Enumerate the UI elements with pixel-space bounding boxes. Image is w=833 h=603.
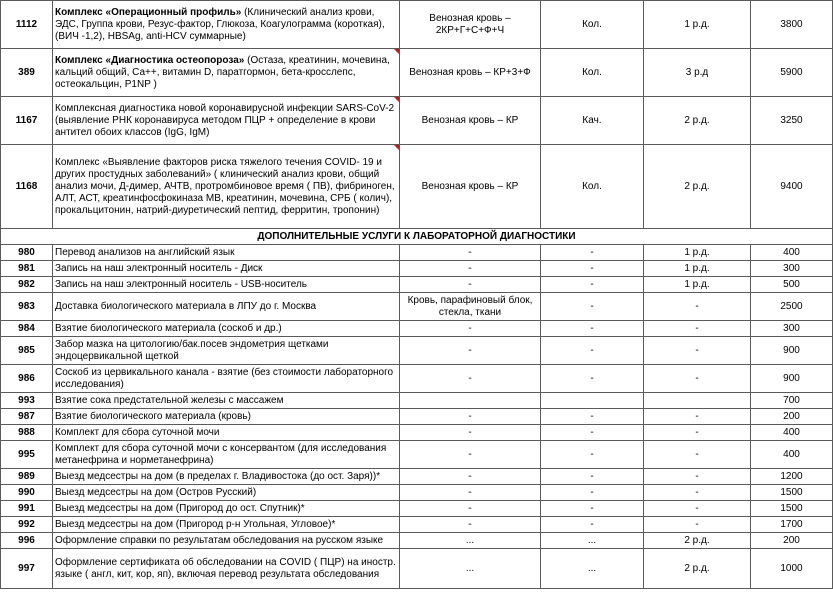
price-cell: 1500	[751, 485, 833, 501]
unit-cell: Кол.	[541, 1, 644, 49]
term-cell: -	[644, 485, 751, 501]
material-cell: -	[400, 469, 541, 485]
service-code: 980	[1, 245, 53, 261]
service-code: 986	[1, 365, 53, 393]
service-name-bold: Комплекс «Диагностика остеопороза»	[55, 54, 245, 66]
table-row	[1, 517, 833, 533]
material-cell: -	[400, 277, 541, 293]
price-cell: 900	[751, 337, 833, 365]
price-cell: 400	[751, 245, 833, 261]
service-name: Соскоб из цервикального канала - взятие (без стоимости лабораторного исследования)	[53, 365, 400, 393]
material-cell: -	[400, 337, 541, 365]
service-code: 987	[1, 409, 53, 425]
service-code: 991	[1, 501, 53, 517]
material-cell: ...	[400, 533, 541, 549]
service-name-details: (Остаза, креатинин, мочевина, кальций общий, Са++, витамин D, паратгормон, бета-кросслепс, остеокальцин, P1NP )	[55, 54, 390, 90]
service-code: 995	[1, 441, 53, 469]
price-cell: 300	[751, 261, 833, 277]
service-name: Оформление сертификата об обследовании на COVID ( ПЦР) на иностр. языке ( англ, кит, кор, яп), включая перевод результата обследования	[53, 549, 400, 589]
service-name: Перевод анализов на английский язык	[53, 245, 400, 261]
unit-cell: Кол.	[541, 145, 644, 229]
price-cell: 900	[751, 365, 833, 393]
unit-cell: -	[541, 409, 644, 425]
material-cell: -	[400, 425, 541, 441]
material-cell: ...	[400, 549, 541, 589]
service-name: Взятие биологического материала (кровь)	[53, 409, 400, 425]
unit-cell: -	[541, 469, 644, 485]
service-name: Оформление справки по результатам обследования на русском языке	[53, 533, 400, 549]
table-row	[1, 49, 833, 97]
term-cell: -	[644, 409, 751, 425]
service-name: Взятие сока предстательной железы с массажем	[53, 393, 400, 409]
table-row	[1, 425, 833, 441]
term-cell: 1 р.д.	[644, 261, 751, 277]
table-row	[1, 245, 833, 261]
service-name: Забор мазка на цитологию/бак.посев эндометрия щетками эндоцервикальной щеткой	[53, 337, 400, 365]
table-row	[1, 261, 833, 277]
table-row	[1, 293, 833, 321]
service-name: Выезд медсестры на дом (Пригород р-н Угольная, Угловое)*	[53, 517, 400, 533]
service-name-bold: Комплекс «Операционный профиль»	[55, 6, 242, 18]
unit-cell: -	[541, 501, 644, 517]
table-row	[1, 277, 833, 293]
section-title: ДОПОЛНИТЕЛЬНЫЕ УСЛУГИ К ЛАБОРАТОРНОЙ ДИАГНОСТИКИ	[1, 229, 833, 245]
service-name-details: Комплекс «Выявление факторов риска тяжелого течения COVID- 19 и других простудных заболеваний» ( клинический анализ крови, общий анализ мочи, Д-димер, АЧТВ, протромбиновое время ( ПВ), фибриноген, АЛТ, АСТ, креатинфосфокиназа МВ, креатинин, мочевина, СРБ ( колич), прокальцитонин, натрий-диуретический пептид, ферритин, тропонин)	[55, 156, 395, 216]
service-code: 982	[1, 277, 53, 293]
price-cell: 1200	[751, 469, 833, 485]
service-code: 985	[1, 337, 53, 365]
service-name: Комплект для сбора суточной мочи с консервантом (для исследования метанефрина и норметанефрина)	[53, 441, 400, 469]
table-row	[1, 365, 833, 393]
price-cell: 200	[751, 409, 833, 425]
price-cell: 400	[751, 441, 833, 469]
price-cell: 3250	[751, 97, 833, 145]
service-code: 983	[1, 293, 53, 321]
unit-cell: Кач.	[541, 97, 644, 145]
material-cell: -	[400, 409, 541, 425]
service-name	[53, 1, 400, 49]
unit-cell	[541, 393, 644, 409]
term-cell: 1 р.д.	[644, 245, 751, 261]
table-row	[1, 549, 833, 589]
price-cell: 5900	[751, 49, 833, 97]
material-cell: Венозная кровь – КР	[400, 145, 541, 229]
term-cell	[644, 393, 751, 409]
price-cell: 300	[751, 321, 833, 337]
price-cell: 700	[751, 393, 833, 409]
unit-cell: ...	[541, 533, 644, 549]
price-cell: 1500	[751, 501, 833, 517]
price-cell: 1700	[751, 517, 833, 533]
service-name: Выезд медсестры на дом (Остров Русский)	[53, 485, 400, 501]
table-row	[1, 501, 833, 517]
unit-cell: -	[541, 485, 644, 501]
table-row	[1, 393, 833, 409]
term-cell: 2 р.д.	[644, 549, 751, 589]
service-code: 389	[1, 49, 53, 97]
term-cell: 2 р.д.	[644, 533, 751, 549]
term-cell: -	[644, 337, 751, 365]
table-row	[1, 145, 833, 229]
material-cell: -	[400, 321, 541, 337]
table-row	[1, 1, 833, 49]
material-cell: -	[400, 365, 541, 393]
unit-cell: -	[541, 261, 644, 277]
service-name	[53, 145, 400, 229]
term-cell: -	[644, 441, 751, 469]
term-cell: 1 р.д.	[644, 277, 751, 293]
unit-cell: -	[541, 517, 644, 533]
service-name: Запись на наш электронный носитель - Диск	[53, 261, 400, 277]
material-cell	[400, 393, 541, 409]
term-cell: -	[644, 517, 751, 533]
service-name	[53, 49, 400, 97]
service-code: 988	[1, 425, 53, 441]
material-cell: -	[400, 501, 541, 517]
material-cell: Венозная кровь – КР	[400, 97, 541, 145]
price-cell: 9400	[751, 145, 833, 229]
term-cell: -	[644, 293, 751, 321]
service-name: Выезд медсестры на дом (Пригород до ост. Спутник)*	[53, 501, 400, 517]
service-name: Выезд медсестры на дом (в пределах г. Владивостока (до ост. Заря))*	[53, 469, 400, 485]
service-code: 1167	[1, 97, 53, 145]
unit-cell: -	[541, 337, 644, 365]
term-cell: -	[644, 501, 751, 517]
term-cell: -	[644, 469, 751, 485]
unit-cell: -	[541, 321, 644, 337]
service-name: Взятие биологического материала (соскоб и др.)	[53, 321, 400, 337]
section-header-row	[1, 229, 833, 245]
term-cell: -	[644, 365, 751, 393]
service-code: 993	[1, 393, 53, 409]
service-code: 990	[1, 485, 53, 501]
material-cell: -	[400, 441, 541, 469]
material-cell: -	[400, 485, 541, 501]
price-cell: 3800	[751, 1, 833, 49]
material-cell: Венозная кровь – 2КР+Г+С+Ф+Ч	[400, 1, 541, 49]
table-row	[1, 533, 833, 549]
unit-cell: -	[541, 441, 644, 469]
table-row	[1, 485, 833, 501]
service-code: 989	[1, 469, 53, 485]
service-code: 996	[1, 533, 53, 549]
price-cell: 1000	[751, 549, 833, 589]
table-row	[1, 321, 833, 337]
unit-cell: Кол.	[541, 49, 644, 97]
price-cell: 500	[751, 277, 833, 293]
unit-cell: -	[541, 293, 644, 321]
table-row	[1, 337, 833, 365]
service-code: 1112	[1, 1, 53, 49]
service-code: 997	[1, 549, 53, 589]
term-cell: 2 р.д.	[644, 145, 751, 229]
service-name	[53, 97, 400, 145]
service-code: 1168	[1, 145, 53, 229]
unit-cell: ...	[541, 549, 644, 589]
table-row	[1, 409, 833, 425]
price-cell: 400	[751, 425, 833, 441]
term-cell: 1 р.д.	[644, 1, 751, 49]
service-code: 992	[1, 517, 53, 533]
price-cell: 2500	[751, 293, 833, 321]
term-cell: -	[644, 321, 751, 337]
service-name: Комплект для сбора суточной мочи	[53, 425, 400, 441]
material-cell: Кровь, парафиновый блок, стекла, ткани	[400, 293, 541, 321]
price-cell: 200	[751, 533, 833, 549]
service-name-details: (Клинический анализ крови, ЭДС, Группа крови, Резус-фактор, Глюкоза, Коагулограмма (короткая), (ВИЧ -1,2), HBSAg, anti-HCV суммарные)	[55, 6, 385, 42]
material-cell: -	[400, 517, 541, 533]
service-name: Запись на наш электронный носитель - USB-носитель	[53, 277, 400, 293]
unit-cell: -	[541, 245, 644, 261]
unit-cell: -	[541, 425, 644, 441]
unit-cell: -	[541, 277, 644, 293]
service-code: 984	[1, 321, 53, 337]
unit-cell: -	[541, 365, 644, 393]
table-row	[1, 441, 833, 469]
term-cell: 3 р.д	[644, 49, 751, 97]
term-cell: -	[644, 425, 751, 441]
material-cell: -	[400, 245, 541, 261]
term-cell: 2 р.д.	[644, 97, 751, 145]
material-cell: Венозная кровь – КР+3+Ф	[400, 49, 541, 97]
service-name-details: Комплексная диагностика новой коронавирусной инфекции SARS-CoV-2 (выявление РНК коронавируса методом ПЦР + определение в крови антител обоих классов (IgG, IgM)	[55, 102, 395, 138]
table-row	[1, 469, 833, 485]
service-code: 981	[1, 261, 53, 277]
service-name: Доставка биологического материала в ЛПУ до г. Москва	[53, 293, 400, 321]
material-cell: -	[400, 261, 541, 277]
table-row	[1, 97, 833, 145]
